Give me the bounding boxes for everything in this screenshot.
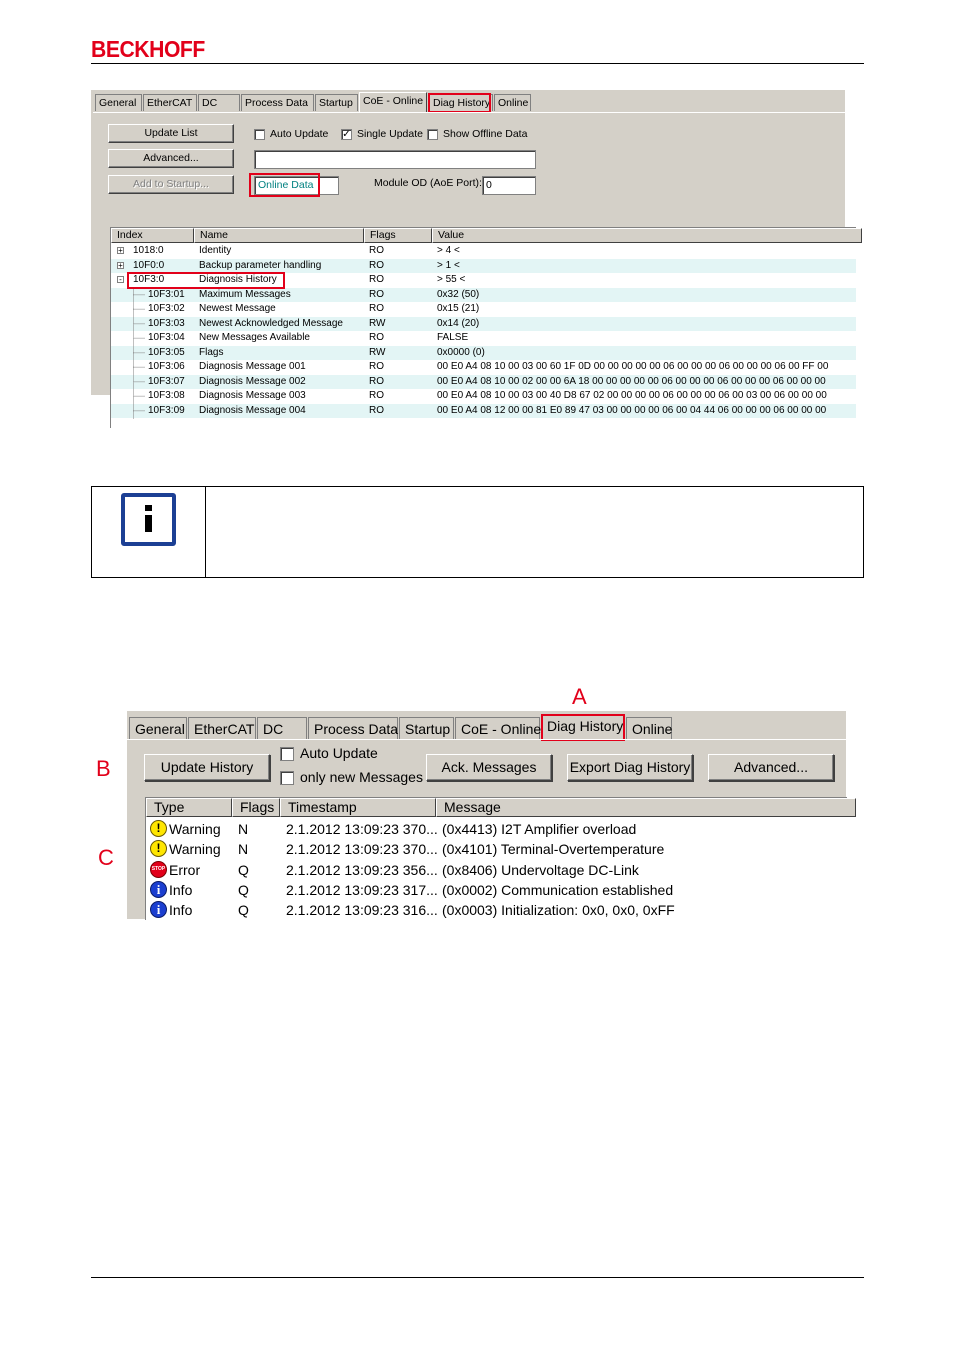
- table-row[interactable]: [111, 389, 856, 404]
- table-row[interactable]: [111, 259, 856, 274]
- table-row[interactable]: [146, 860, 847, 880]
- row-index: 10F3:01: [148, 288, 185, 300]
- row-index: 10F3:0: [133, 274, 165, 285]
- coe-panel: [93, 112, 853, 416]
- row-name: Backup parameter handling: [199, 259, 322, 271]
- row-index: 10F3:09: [148, 404, 185, 416]
- row-flags: RO: [369, 332, 384, 343]
- row-type: Warning: [169, 821, 221, 837]
- row-value: 00 E0 A4 08 12 00 00 81 E0 89 47 03 00 00 00 00 06 00 04 44 06 00 00 00 06 00 00 00: [437, 404, 827, 416]
- row-flags: RW: [369, 317, 386, 329]
- row-message: (0x0002) Communication established: [442, 881, 674, 898]
- table-row[interactable]: [111, 244, 856, 259]
- row-flags: Q: [238, 881, 249, 898]
- ack-messages-button[interactable]: Ack. Messages: [426, 754, 552, 781]
- single-update-checkbox[interactable]: [341, 129, 352, 140]
- note-divider: [205, 487, 206, 577]
- column-header-message[interactable]: Message: [436, 798, 856, 817]
- tab-ethercat[interactable]: EtherCAT: [143, 94, 197, 111]
- table-row[interactable]: [111, 404, 856, 419]
- info-icon: [121, 493, 176, 546]
- table-row[interactable]: [111, 288, 856, 303]
- row-name: Diagnosis Message 003: [199, 390, 306, 401]
- info-note: [91, 486, 864, 578]
- only-new-messages-checkbox[interactable]: [280, 771, 294, 785]
- column-header-timestamp[interactable]: Timestamp: [280, 798, 436, 817]
- column-header-type[interactable]: Type: [146, 798, 232, 817]
- tab-startup[interactable]: Startup: [399, 717, 454, 739]
- tab-panel-edge: [127, 739, 846, 740]
- info-icon-bar: [145, 515, 152, 532]
- row-value: > 1 <: [437, 259, 460, 271]
- row-timestamp: 2.1.2012 13:09:23 316...: [286, 902, 438, 919]
- tab-process-data[interactable]: Process Data: [308, 717, 398, 739]
- row-timestamp: 2.1.2012 13:09:23 317...: [286, 881, 438, 898]
- row-name: Maximum Messages: [199, 288, 291, 300]
- highlight-online-data: [249, 173, 320, 197]
- table-row[interactable]: [111, 317, 856, 332]
- coe-online-window: [91, 90, 845, 416]
- collapse-icon[interactable]: -: [117, 276, 124, 283]
- module-od-label: Module OD (AoE Port):: [374, 177, 482, 189]
- column-header-name[interactable]: Name: [194, 228, 364, 243]
- table-row[interactable]: [111, 360, 856, 375]
- row-name: Diagnosis Message 002: [199, 375, 306, 387]
- row-name: Identity: [199, 245, 232, 256]
- column-header-flags[interactable]: Flags: [232, 798, 280, 817]
- row-message: (0x0003) Initialization: 0x0, 0x0, 0xFF: [442, 902, 675, 919]
- row-flags: N: [238, 841, 249, 858]
- row-index: 10F3:06: [148, 361, 185, 372]
- row-flags: RO: [369, 245, 384, 256]
- row-flags: RO: [369, 259, 384, 271]
- column-header-value[interactable]: Value: [432, 228, 862, 243]
- row-value: 0x32 (50): [437, 288, 480, 300]
- row-flags: N: [238, 821, 249, 837]
- row-flags: RO: [369, 361, 384, 372]
- column-header-index[interactable]: Index: [111, 228, 194, 243]
- expand-icon[interactable]: +: [118, 246, 123, 255]
- header-rule: [91, 63, 864, 64]
- row-flags: Q: [238, 861, 249, 878]
- online-data-field: Online Data: [254, 176, 339, 195]
- expand-icon[interactable]: +: [118, 260, 123, 270]
- single-update-label: Single Update: [357, 128, 423, 140]
- tab-coe-online[interactable]: CoE - Online: [359, 92, 427, 113]
- row-timestamp: 2.1.2012 13:09:23 370...: [286, 821, 438, 837]
- callout-c: C: [98, 845, 114, 870]
- row-value: 00 E0 A4 08 10 00 03 00 40 D8 67 02 00 00 00 00 06 00 00 00 06 00 03 00 06 00 00 00: [437, 390, 827, 401]
- table-row[interactable]: [146, 880, 847, 900]
- row-index: 10F3:04: [148, 332, 185, 343]
- tab-ethercat[interactable]: EtherCAT: [188, 717, 256, 739]
- row-flags: RO: [369, 274, 384, 285]
- auto-update-checkbox[interactable]: [280, 747, 294, 761]
- tab-general[interactable]: General: [129, 717, 187, 739]
- table-row[interactable]: [146, 900, 847, 920]
- footer-rule: [91, 1277, 864, 1278]
- advanced-button[interactable]: Advanced...: [708, 754, 834, 781]
- tab-dc[interactable]: DC: [257, 717, 307, 739]
- table-row[interactable]: [146, 819, 847, 839]
- row-value: FALSE: [437, 332, 469, 343]
- object-list: [110, 227, 856, 428]
- show-offline-checkbox[interactable]: [427, 129, 438, 140]
- tab-diag-history[interactable]: Diag History: [541, 714, 625, 740]
- row-name: Diagnosis History: [199, 274, 277, 285]
- callout-b: B: [96, 756, 111, 781]
- row-name: New Messages Available: [199, 332, 310, 343]
- row-index: 10F3:07: [148, 375, 185, 387]
- row-name: Newest Acknowledged Message: [199, 317, 343, 329]
- column-header-flags[interactable]: Flags: [364, 228, 432, 243]
- row-value: 0x15 (21): [437, 303, 480, 314]
- tab-online[interactable]: Online: [626, 717, 672, 739]
- table-row[interactable]: [111, 346, 856, 361]
- row-flags: RO: [369, 390, 384, 401]
- row-name: Newest Message: [199, 303, 276, 314]
- row-flags: RO: [369, 375, 384, 387]
- tab-diag-history[interactable]: Diag History: [429, 94, 493, 111]
- row-value: 00 E0 A4 08 10 00 03 00 60 1F 0D 00 00 00 00 00 06 00 00 00 06 00 00 00 06 00 FF 00: [437, 361, 829, 372]
- row-index: 10F0:0: [133, 259, 165, 271]
- row-flags: RO: [369, 288, 384, 300]
- module-od-input[interactable]: 0: [482, 176, 536, 195]
- row-value: > 4 <: [437, 245, 460, 256]
- auto-update-label: Auto Update: [270, 128, 329, 140]
- row-timestamp: 2.1.2012 13:09:23 370...: [286, 841, 438, 858]
- callout-a: A: [572, 684, 587, 709]
- tab-online[interactable]: Online: [494, 94, 531, 111]
- row-type: Error: [169, 861, 201, 878]
- row-name: Flags: [199, 346, 224, 358]
- only-new-messages-label: only new Messages: [300, 769, 423, 785]
- table-row[interactable]: [111, 302, 856, 317]
- warning-icon: !: [150, 820, 167, 837]
- row-timestamp: 2.1.2012 13:09:23 356...: [286, 861, 438, 878]
- advanced-button[interactable]: Advanced...: [108, 149, 234, 168]
- row-flags: RW: [369, 346, 386, 358]
- row-value: 0x14 (20): [437, 317, 480, 329]
- row-type: Warning: [169, 841, 221, 858]
- highlight-diag-history-tab: [428, 93, 491, 113]
- path-field[interactable]: [254, 150, 536, 169]
- highlight-diag-history-tab: [541, 714, 625, 741]
- warning-icon: !: [150, 840, 167, 857]
- tab-dc[interactable]: DC: [198, 94, 240, 111]
- row-index: 10F3:05: [148, 346, 185, 358]
- row-value: 0x0000 (0): [437, 346, 485, 358]
- table-row[interactable]: [111, 331, 856, 346]
- auto-update-label: Auto Update: [300, 745, 378, 761]
- row-value: 00 E0 A4 08 10 00 02 00 00 6A 18 00 00 00 00 00 06 00 00 00 06 00 00 00 06 00 00 00: [437, 375, 826, 387]
- tab-startup[interactable]: Startup: [315, 94, 358, 111]
- table-row[interactable]: [111, 375, 856, 390]
- tab-process-data[interactable]: Process Data: [241, 94, 314, 111]
- row-message: (0x4413) I2T Amplifier overload: [442, 821, 637, 837]
- row-index: 10F3:03: [148, 317, 185, 329]
- show-offline-label: Show Offline Data: [443, 128, 528, 140]
- diag-message-list: [145, 797, 847, 920]
- info-icon: i: [150, 881, 167, 898]
- row-value: > 55 <: [437, 274, 466, 285]
- row-type: Info: [169, 881, 193, 898]
- row-flags: Q: [238, 902, 249, 919]
- row-message: (0x4101) Terminal-Overtemperature: [442, 841, 665, 858]
- beckhoff-logo: BECKHOFF: [91, 36, 205, 62]
- error-icon: STOP: [150, 861, 167, 878]
- info-icon-dot: [145, 505, 152, 511]
- tab-general[interactable]: General: [95, 94, 142, 111]
- tab-coe-online[interactable]: CoE - Online: [455, 717, 540, 739]
- row-flags: RO: [369, 303, 384, 314]
- table-row[interactable]: [146, 839, 847, 859]
- info-icon: i: [150, 901, 167, 918]
- row-type: Info: [169, 902, 193, 919]
- row-message: (0x8406) Undervoltage DC-Link: [442, 861, 639, 878]
- highlight-diagnosis-history-row: [127, 272, 285, 289]
- row-name: Diagnosis Message 004: [199, 404, 306, 416]
- auto-update-checkbox[interactable]: [254, 129, 265, 140]
- row-index: 1018:0: [133, 245, 164, 256]
- row-index: 10F3:08: [148, 390, 185, 401]
- update-list-button[interactable]: Update List: [108, 124, 234, 143]
- update-history-button[interactable]: Update History: [144, 754, 270, 781]
- add-to-startup-button[interactable]: Add to Startup...: [108, 175, 234, 194]
- row-flags: RO: [369, 404, 384, 416]
- row-name: Diagnosis Message 001: [199, 361, 306, 372]
- diag-history-window: [127, 711, 846, 919]
- export-diag-history-button[interactable]: Export Diag History: [567, 754, 693, 781]
- checkmark-icon: ✓: [342, 129, 351, 140]
- row-index: 10F3:02: [148, 303, 185, 314]
